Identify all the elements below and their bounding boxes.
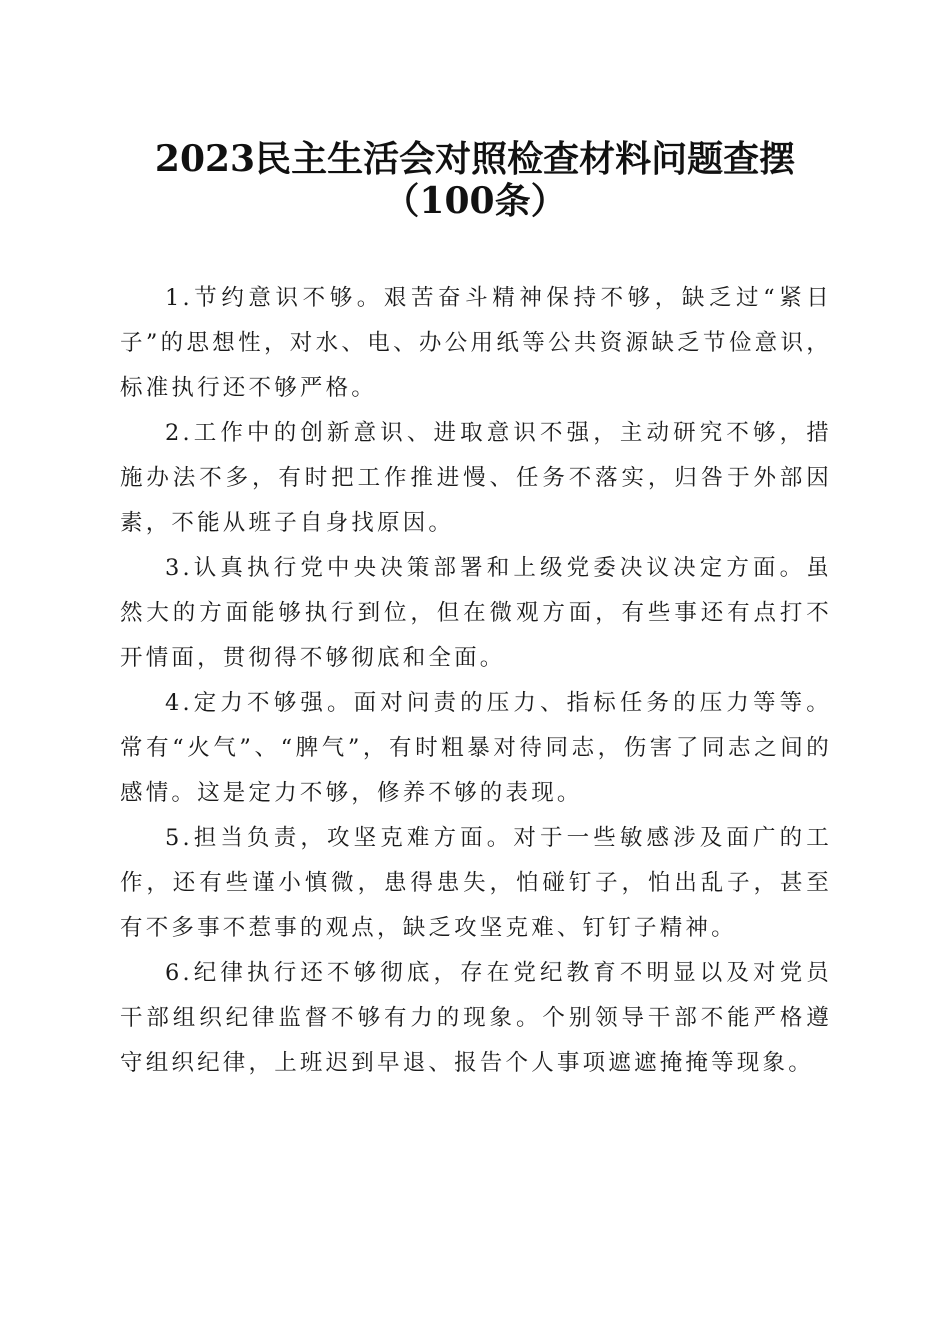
paragraph-2: 2.工作中的创新意识、进取意识不强，主动研究不够，措施办法不多，有时把工作推进慢、任务不落实，归咎于外部因素，不能从班子自身找原因。 [120,420,832,536]
paragraph-4: 4.定力不够强。面对问责的压力、指标任务的压力等等。常有“火气”、“脾气”，有时粗暴对待同志，伤害了同志之间的感情。这是定力不够，修养不够的表现。 [120,690,832,806]
paragraph-1: 1.节约意识不够。艰苦奋斗精神保持不够，缺乏过“紧日子”的思想性，对水、电、办公用纸等公共资源缺乏节俭意识，标准执行还不够严格。 [120,285,832,401]
paragraph-5: 5.担当负责，攻坚克难方面。对于一些敏感涉及面广的工作，还有些谨小慎微，患得患失，怕碰钉子，怕出乱子，甚至有不多事不惹事的观点，缺乏攻坚克难、钉钉子精神。 [120,825,832,941]
document-title: 2023民主生活会对照检查材料问题查摆（100条） [154,138,796,222]
document-body [120,276,832,1086]
paragraph-6: 6.纪律执行还不够彻底，存在党纪教育不明显以及对党员干部组织纪律监督不够有力的现象。个别领导干部不能严格遵守组织纪律，上班迟到早退、报告个人事项遮遮掩掩等现象。 [120,960,832,1076]
paragraph-3: 3.认真执行党中央决策部署和上级党委决议决定方面。虽然大的方面能够执行到位，但在微观方面，有些事还有点打不开情面，贯彻得不够彻底和全面。 [120,555,832,671]
